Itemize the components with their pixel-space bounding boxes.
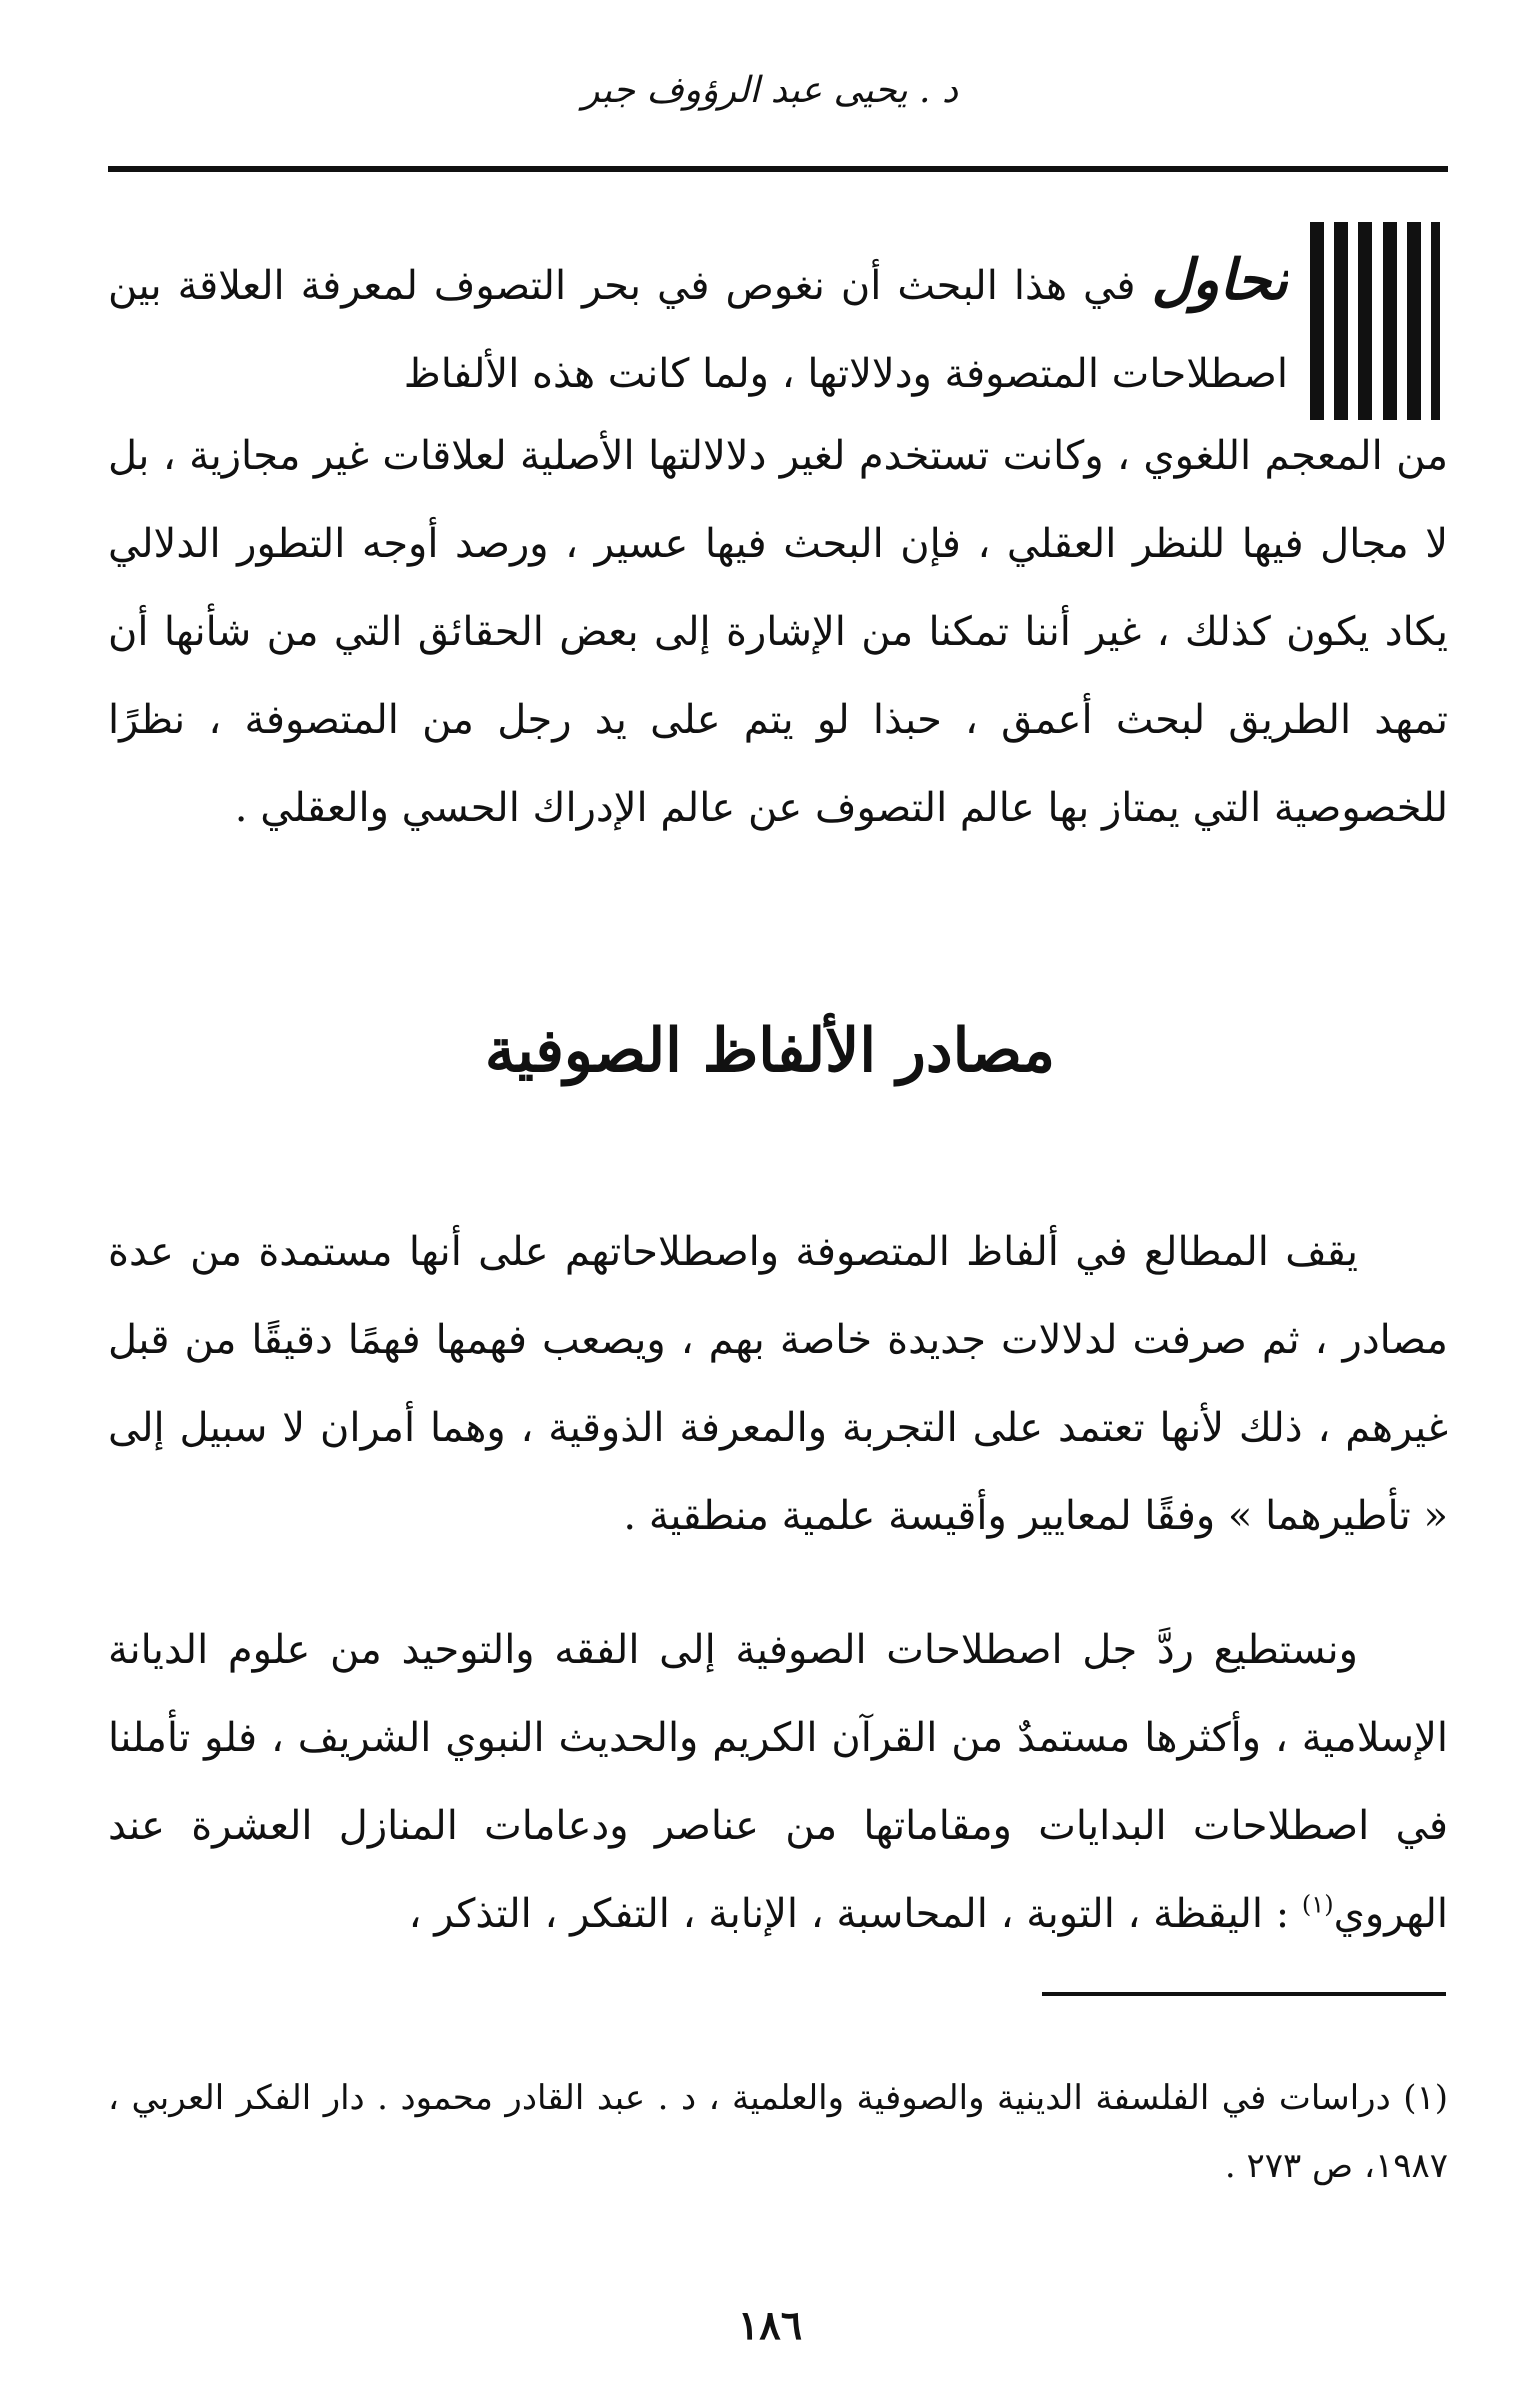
ornament-bar — [1383, 222, 1397, 420]
intro-lead-word: نحاول — [1151, 247, 1288, 313]
decorative-bars-ornament — [1310, 222, 1440, 420]
ornament-bar — [1407, 222, 1421, 420]
running-header: د . يحيى عبد الرؤوف جبر — [582, 70, 958, 111]
ornament-bar — [1310, 222, 1324, 420]
header-rule — [108, 166, 1448, 172]
intro-paragraph-continued: من المعجم اللغوي ، وكانت تستخدم لغير دلالالتها الأصلية لعلاقات غير مجازية ، بل لا مجال فيها للنظر العقلي ، فإن البحث فيها عسير ، ورصد أوجه التطور الدلالي يكاد يكون كذلك ، غير أننا تمكنا من الإشارة إلى بعض الحقائق التي من شأنها أن تمهد الطريق لبحث أعمق ، حبذا لو يتم على يد رجل من المتصوفة ، نظرًا للخصوصية التي يمتاز بها عالم التصوف عن عالم الإدراك الحسي والعقلي . — [108, 433, 1448, 831]
intro-opening-lines — [108, 236, 1288, 412]
section-heading: مصادر الألفاظ الصوفية — [484, 1016, 1056, 1086]
ornament-bar — [1431, 222, 1440, 420]
ornament-bar — [1334, 222, 1348, 420]
body-paragraph-2 — [108, 1606, 1448, 1962]
paragraph-2-text: ونستطيع ردَّ جل اصطلاحات الصوفية إلى الفقه والتوحيد من علوم الديانة الإسلامية ، وأكثرها مستمدٌ من القرآن الكريم والحديث النبوي الشريف ، فلو تأملنا في اصطلاحات البدايات ومقاماتها من عناصر ودعامات المنازل العشرة عند الهروي — [108, 1627, 1448, 1937]
paragraph-2-text-end: : اليقظة ، التوبة ، المحاسبة ، الإنابة ، التفكر ، التذكر ، — [408, 1891, 1302, 1937]
body-paragraph-1: يقف المطالع في ألفاظ المتصوفة واصطلاحاتهم على أنها مستمدة من عدة مصادر ، ثم صرفت لدلالات جديدة خاصة بهم ، ويصعب فهمها فهمًا دقيقًا من قبل غيرهم ، ذلك لأنها تعتمد على التجربة والمعرفة الذوقية ، وهما أمران لا سبيل إلى « تأطيرهما » وفقًا لمعايير وأقيسة علمية منطقية . — [108, 1229, 1448, 1539]
footnote-separator — [1042, 1992, 1446, 1996]
ornament-bar — [1358, 222, 1372, 420]
intro-line-1: في هذا البحث أن نغوص في بحر التصوف لمعرفة العلاقة بين اصطلاحات المتصوفة ودلالاتها ، ولما كانت هذه الألفاظ — [108, 263, 1288, 397]
footnote-reference-marker: (١) — [1301, 1890, 1334, 1919]
footnote: (١) دراسات في الفلسفة الدينية والصوفية والعلمية ، د . عبد القادر محمود . دار الفكر العربي ، ١٩٨٧، ص ٢٧٣ . — [108, 2078, 1448, 2186]
page-number: ١٨٦ — [737, 2302, 803, 2349]
